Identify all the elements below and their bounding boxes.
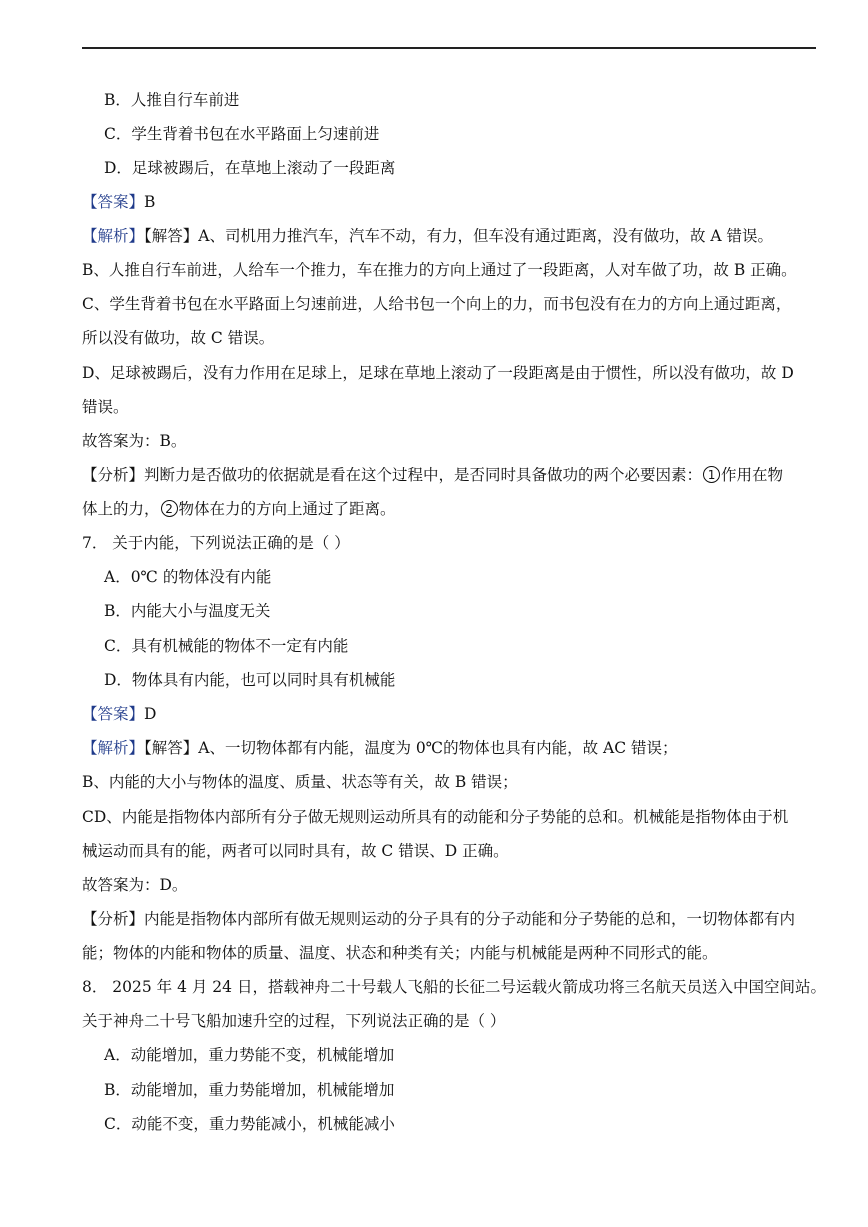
q6-analysis-line-6: 错误。 [82,398,129,416]
q8-option-b: B．动能增加，重力势能增加，机械能增加 [104,1081,395,1099]
q6-answer [82,191,155,213]
q6-option-c: C．学生背着书包在水平路面上匀速前进 [104,125,380,143]
q6-fenxi-line-1 [82,464,783,486]
q7-answer [82,703,156,725]
q7-option-c: C．具有机械能的物体不一定有内能 [104,637,349,655]
analysis-text: 【解答】A、一切物体都有内能，温度为 0℃的物体也具有内能，故 AC 错误； [144,739,678,757]
q6-option-b: B．人推自行车前进 [104,91,240,109]
q7-conclusion: 故答案为：D。 [82,876,188,894]
q7-analysis-line-1 [82,737,678,759]
answer-value: B [144,193,156,211]
q7-option-d: D．物体具有内能，也可以同时具有机械能 [104,671,396,689]
fenxi-text: 体上的力， [82,500,160,518]
q6-analysis-line-4: 所以没有做功，故 C 错误。 [82,329,275,347]
q6-fenxi-line-2 [82,498,396,520]
fenxi-text: 物体在力的方向上通过了距离。 [178,500,396,518]
q7-analysis-line-3: CD、内能是指物体内部所有分子做无规则运动所具有的动能和分子势能的总和。机械能是指物体由于机 [82,808,789,826]
q7-option-b: B．内能大小与温度无关 [104,602,271,620]
analysis-tag: 【解析】 [82,739,145,757]
q6-option-d: D．足球被踢后，在草地上滚动了一段距离 [104,159,396,177]
q6-analysis-line-1 [82,225,773,247]
q7-fenxi-line-1: 【分析】内能是指物体内部所有做无规则运动的分子具有的分子动能和分子势能的总和，一切物体都有内 [82,910,796,928]
fenxi-text: 【分析】判断力是否做功的依据就是看在这个过程中，是否同时具备做功的两个必要因素： [82,466,703,484]
answer-tag: 【答案】 [82,193,145,211]
q7-analysis-line-4: 械运动而具有的能，两者可以同时具有，故 C 错误、D 正确。 [82,842,509,860]
q6-conclusion: 故答案为：B。 [82,432,187,450]
q6-analysis-line-3: C、学生背着书包在水平路面上匀速前进，人给书包一个向上的力，而书包没有在力的方向上通过距离， [82,295,792,313]
header-rule [82,47,816,49]
fenxi-text: 作用在物 [721,466,784,484]
answer-tag: 【答案】 [82,705,145,723]
analysis-tag: 【解析】 [82,227,145,245]
q6-analysis-line-5: D、足球被踢后，没有力作用在足球上，足球在草地上滚动了一段距离是由于惯性，所以没有做功，故 D [82,364,794,382]
q8-stem-line-1: 8． 2025 年 4 月 24 日，搭载神舟二十号载人飞船的长征二号运载火箭成功将三名航天员送入中国空间站。 [82,978,826,996]
q7-fenxi-line-2: 能；物体的内能和物体的质量、温度、状态和种类有关；内能与机械能是两种不同形式的能。 [82,944,718,962]
analysis-text: 【解答】A、司机用力推汽车，汽车不动，有力，但车没有通过距离，没有做功，故 A 错误。 [144,227,774,245]
circled-number-2: 2 [161,500,178,517]
q6-analysis-line-2: B、人推自行车前进，人给车一个推力，车在推力的方向上通过了一段距离，人对车做了功，故 B 正确。 [82,261,797,279]
answer-value: D [144,705,157,723]
q8-option-a: A．动能增加，重力势能不变，机械能增加 [104,1046,395,1064]
q8-option-c: C．动能不变，重力势能减小，机械能减小 [104,1115,395,1133]
q7-stem: 7． 关于内能，下列说法正确的是（ ） [82,534,350,552]
circled-number-1: 1 [703,466,720,483]
q8-stem-line-2: 关于神舟二十号飞船加速升空的过程，下列说法正确的是（ ） [82,1012,506,1030]
q7-analysis-line-2: B、内能的大小与物体的温度、质量、状态等有关，故 B 错误； [82,773,518,791]
q7-option-a: A．0℃ 的物体没有内能 [104,568,272,586]
